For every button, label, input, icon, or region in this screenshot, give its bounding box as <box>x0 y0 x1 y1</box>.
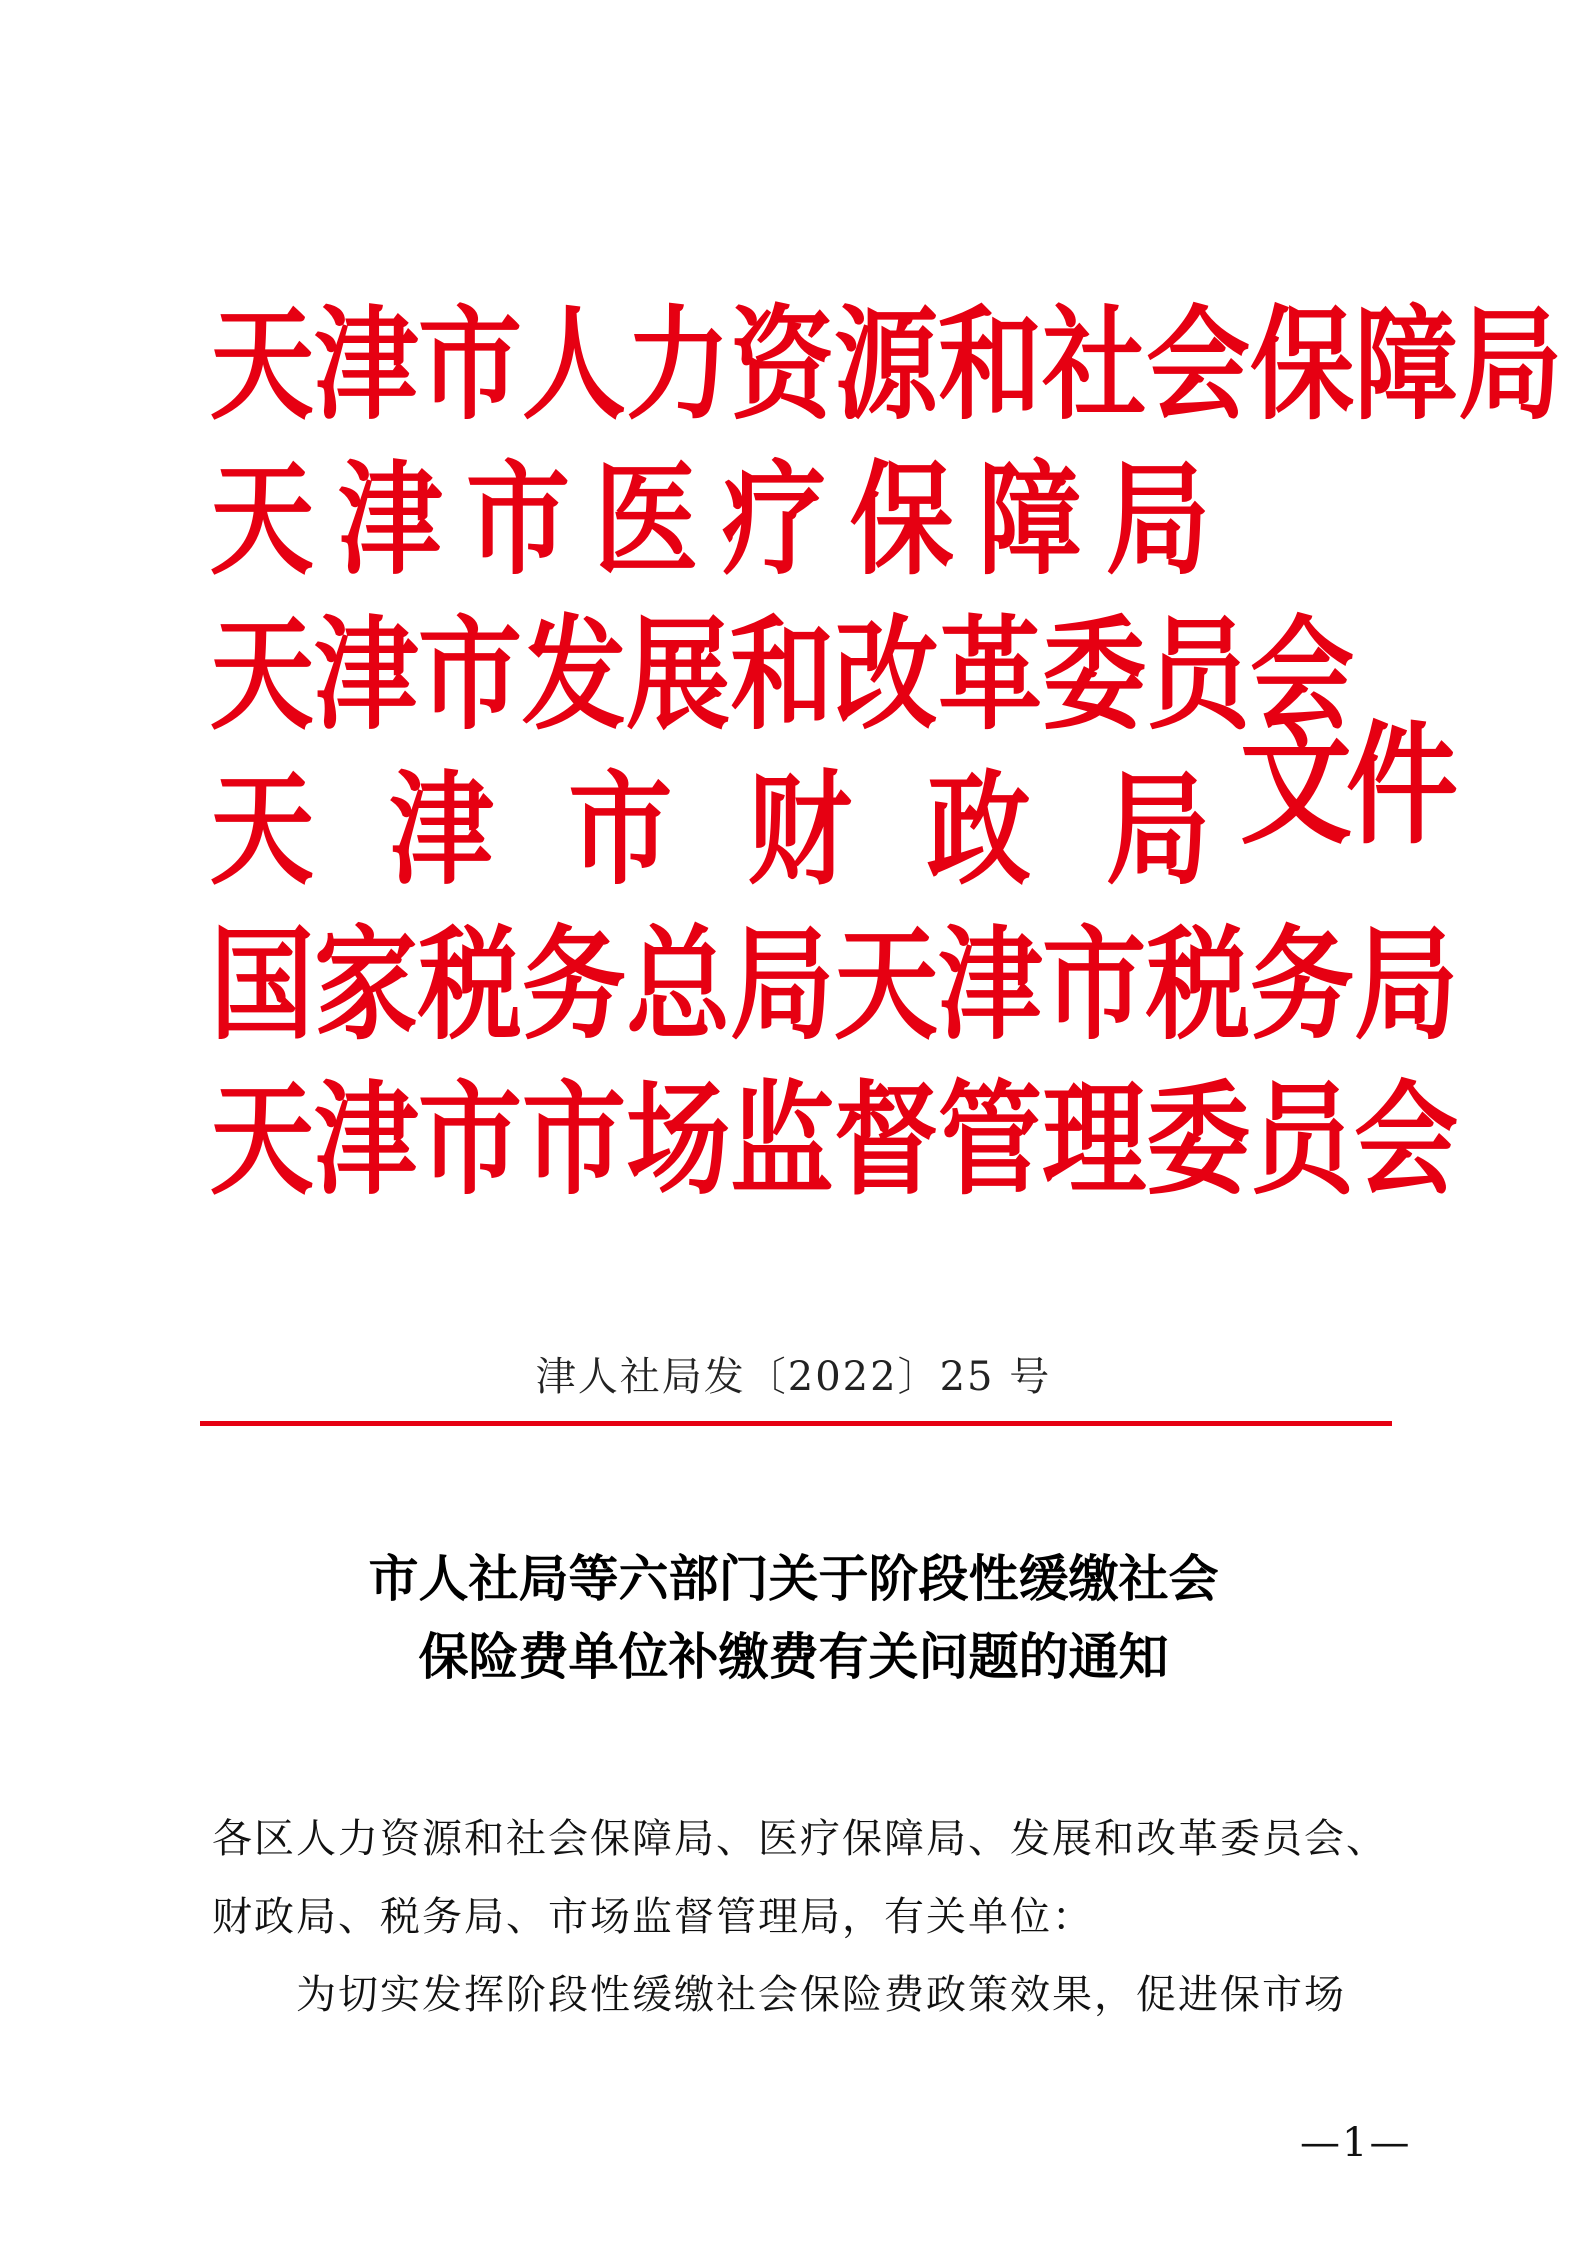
agency-line-market-regulation: 天 津 市 市 场 监 督 管 理 委 员 会 <box>210 1067 1459 1212</box>
page-number: —1— <box>1300 2120 1412 2166</box>
agency-line-development-reform: 天 津 市 发 展 和 改 革 委 员 会 <box>210 602 1355 747</box>
document-title <box>0 1540 1587 1696</box>
title-line-1: 市人社局等六部门关于阶段性缓缴社会 <box>368 1549 1219 1608</box>
body-paragraph-1: 为切实发挥阶段性缓缴社会保险费政策效果，促进保市场 <box>296 1972 1346 2018</box>
document-suffix: 文件 <box>1240 709 1452 863</box>
addressee-line-1: 各区人力资源和社会保障局、医疗保障局、发展和改革委员会、 <box>212 1816 1388 1862</box>
document-number: 津人社局发〔2022〕25 号 <box>535 1354 1052 1400</box>
title-line-2: 保险费单位补缴费有关问题的通知 <box>418 1627 1169 1686</box>
document-body <box>212 1800 1402 2034</box>
agency-line-hrss: 天 津 市 人 力 资 源 和 社 会 保 障 局 <box>210 292 1563 437</box>
red-divider <box>200 1421 1392 1426</box>
agency-line-medical-security: 天 津 市 医 疗 保 障 局 <box>210 447 1210 592</box>
agency-line-tax: 国 家 税 务 总 局 天 津 市 税 务 局 <box>210 912 1459 1057</box>
addressee-line-2: 财政局、税务局、市场监督管理局，有关单位： <box>212 1894 1094 1940</box>
agency-line-finance: 天 津 市 财 政 局 <box>210 757 1210 902</box>
